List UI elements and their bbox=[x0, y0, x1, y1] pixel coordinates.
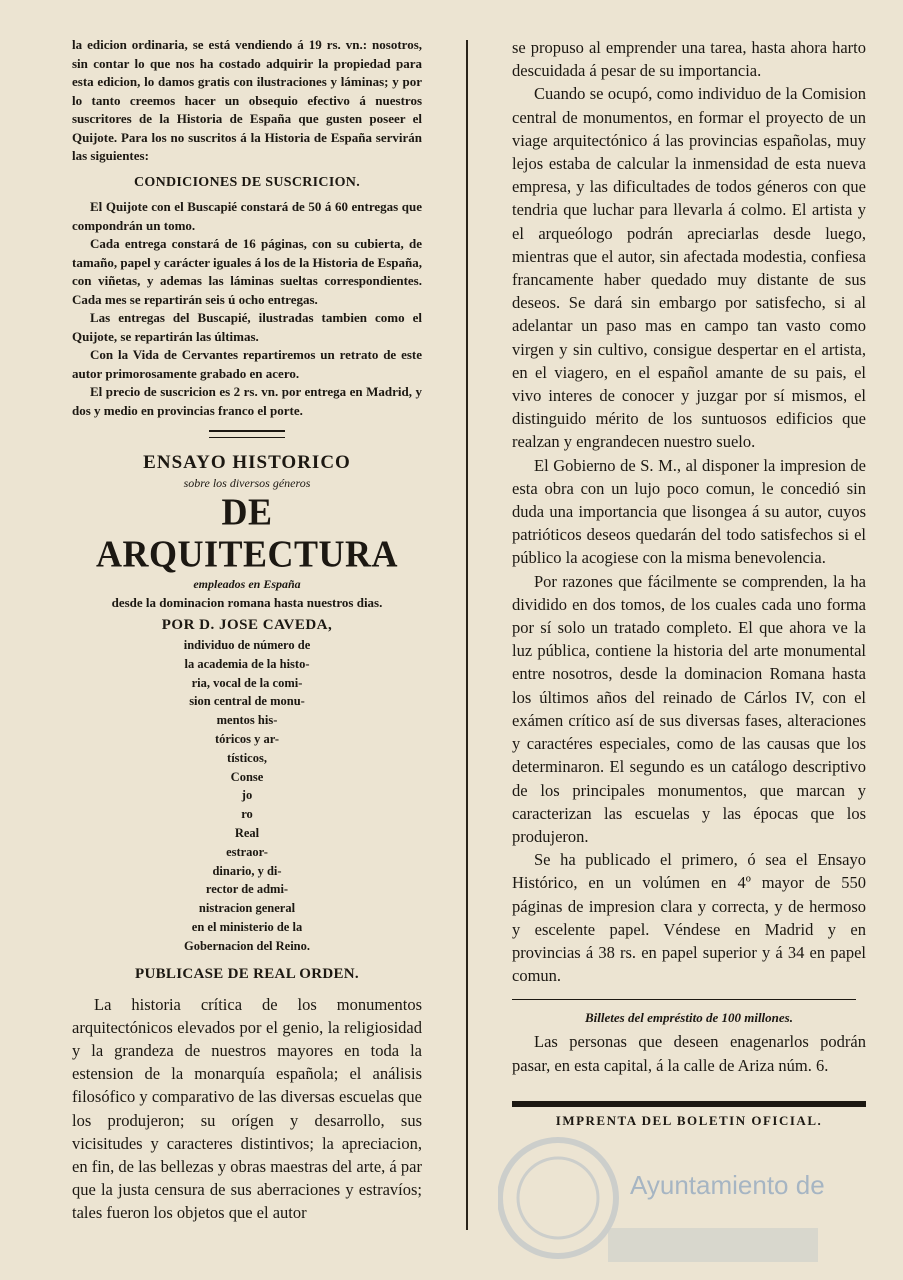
body-paragraph: Por razones que fácilmente se comprenden, la ha dividido en dos tomos, de los cuales cada uno forma por sí solo un tratado completo. El que ahora ve la luz pública, contiene la historia del arte monumental entre nosotros, desde la dominacion Romana hasta los últimos años del reinado de Cárlos IV, con el exámen crítico así de sus diversas fases, alteraciones y caractéres especiales, como de las causas que los determinaron. El segundo es un catálogo descriptivo de los principales monumentos, que marcan y caracterizan las escuelas y las épocas que los produjeron. bbox=[512, 571, 866, 846]
credential-line: la academia de la histo- bbox=[184, 656, 310, 671]
section-rule bbox=[512, 999, 856, 1000]
body-paragraph: Se ha publicado el primero, ó sea el Ensayo Histórico, en un volúmen en 4º mayor de 550 páginas de impresion clara y correcta, y de hermoso y escelente papel. Véndese en Madrid y en provincias á 38 rs. en papel superior y á 34 en papel comun. bbox=[512, 850, 866, 986]
credential-line: ria, vocal de la comi- bbox=[191, 675, 303, 690]
condition-item: El precio de suscricion es 2 rs. vn. por entrega en Madrid, y dos y medio en provincias franco el porte. bbox=[72, 384, 422, 418]
body-paragraph: se propuso al emprender una tarea, hasta ahora harto descuidada á pesar de su importancia. bbox=[512, 38, 866, 81]
desde-line: desde la dominacion romana hasta nuestros dias. bbox=[111, 595, 383, 610]
credential-line: rector de admi- bbox=[205, 882, 289, 897]
credential-line: tóricos y ar- bbox=[214, 731, 280, 746]
subscription-block bbox=[72, 36, 422, 420]
arquitectura-title: DE ARQUITECTURA bbox=[95, 491, 399, 575]
condition-item: Con la Vida de Cervantes repartiremos un retrato de este autor primorosamente grabado en acero. bbox=[72, 347, 422, 381]
credential-line: ro bbox=[241, 807, 253, 822]
credential-line: Gobernacion del Reino. bbox=[183, 938, 311, 953]
body-paragraph: El Gobierno de S. M., al disponer la impresion de esta obra con un lujo poco comun, le concedió sin duda una importancia que lisongea á su autor, cuyos patrióticos deseos quedarán del todo satisfechos si el público la acogiese con la misma benevolencia. bbox=[512, 455, 866, 568]
watermark-text: Ayuntamiento de bbox=[630, 1170, 825, 1200]
body-paragraph: La historia crítica de los monumentos arquitectónicos elevados por el genio, la religiosidad y la grandeza de nuestros mayores en toda la estension de la monarquía española; el análisis filosófico y comparativo de las diversas escuelas que los produjeron; su orígen y desarrollo, sus vicisitudes y caracteres distintivos; la apreciacion, en fin, de las bellezas y obras maestras del arte, á par que la justa censura de sus aberraciones y estravíos; tales fueron los objetos que el autor bbox=[72, 994, 422, 1223]
article-body-left bbox=[72, 993, 422, 1225]
condition-item: Cada entrega constará de 16 páginas, con su cubierta, de tamaño, papel y carácter iguales á los de la Historia de España, con viñetas, y ademas las láminas sueltas correspondientes. Cada mes se repartirán seis ú ocho entregas. bbox=[72, 236, 422, 307]
credential-line: en el ministerio de la bbox=[191, 919, 303, 934]
credential-line: jo bbox=[241, 788, 253, 803]
billetes-notice bbox=[512, 1030, 866, 1076]
condition-item: El Quijote con el Buscapié constará de 50 á 60 entregas que compondrán un tomo. bbox=[72, 199, 422, 233]
sobre-line: sobre los diversos géneros bbox=[183, 476, 311, 490]
condition-item: Las entregas del Buscapié, ilustradas tambien como el Quijote, se repartirán las últimas. bbox=[72, 310, 422, 344]
printer-imprint: IMPRENTA DEL BOLETIN OFICIAL. bbox=[555, 1112, 823, 1128]
left-column bbox=[72, 36, 422, 1225]
intro-paragraph: la edicion ordinaria, se está vendiendo á 19 rs. vn.: nosotros, sin contar lo que nos ha costado adquirir la propiedad para esta edicion, lo damos gratis con ilustraciones y láminas; y por lo tanto creemos hacer un obsequio efectivo á nuestros suscritores de la Historia de España que gusten poseer el Quijote. Para los no suscritos á la Historia de España servirán las siguientes: bbox=[72, 37, 422, 163]
ensayo-title: ENSAYO HISTORICO bbox=[143, 452, 351, 473]
publicase-heading: PUBLICASE DE REAL ORDEN. bbox=[135, 965, 359, 982]
ornamental-rule bbox=[209, 430, 285, 438]
article-body-right bbox=[512, 36, 866, 987]
credential-line: individuo de número de bbox=[183, 638, 311, 652]
book-announcement bbox=[72, 452, 422, 983]
billetes-heading: Billetes del empréstito de 100 millones. bbox=[585, 1010, 793, 1026]
column-divider bbox=[466, 40, 468, 1230]
credential-line: nistracion general bbox=[198, 901, 296, 916]
credential-line: Conse bbox=[230, 769, 264, 784]
credential-line: mentos his- bbox=[216, 713, 278, 728]
credential-line: tísticos, bbox=[227, 750, 267, 765]
billetes-paragraph: Las personas que deseen enagenarlos podrán pasar, en esta capital, á la calle de Ariza núm. 6. bbox=[512, 1032, 866, 1075]
credential-line: Real bbox=[234, 825, 260, 840]
right-column bbox=[512, 36, 866, 1129]
conditions-heading: CONDICIONES DE SUSCRICION. bbox=[133, 174, 360, 190]
credential-line: sion central de monu- bbox=[189, 694, 305, 709]
credential-line: dinario, y di- bbox=[212, 863, 282, 878]
body-paragraph: Cuando se ocupó, como individuo de la Comision central de monumentos, en formar el proyecto de un viage arquitectónico á las provincias españolas, muy lejos estaba de calcular la inmensidad de esta nueva empresa, y las dificultades de todos géneros con que tendria que luchar para llevarla á colmo. El artista y el arqueólogo podrán apreciarlas desde luego, mientras que el autor, sin afectada modestia, confiesa francamente haber quedado muy distante de sus deseos. Se dará sin embargo por satisfecho, si al adelantar un paso mas en campo tan vasto como virgen y sin cultivo, consigue despertar en el artista, en el viagero, en el español amante de su pais, el vivo interes de conocer y juzgar por sí mismos, el distinguido mérito de los suntuosos edificios que realzan y engrandecen nuestro suelo. bbox=[512, 84, 866, 452]
credential-line: estraor- bbox=[226, 844, 268, 859]
empleados-line: empleados en España bbox=[193, 577, 301, 591]
author-line: POR D. JOSE CAVEDA, bbox=[161, 617, 333, 633]
author-credentials bbox=[72, 636, 422, 956]
footer-rule bbox=[512, 1101, 866, 1107]
